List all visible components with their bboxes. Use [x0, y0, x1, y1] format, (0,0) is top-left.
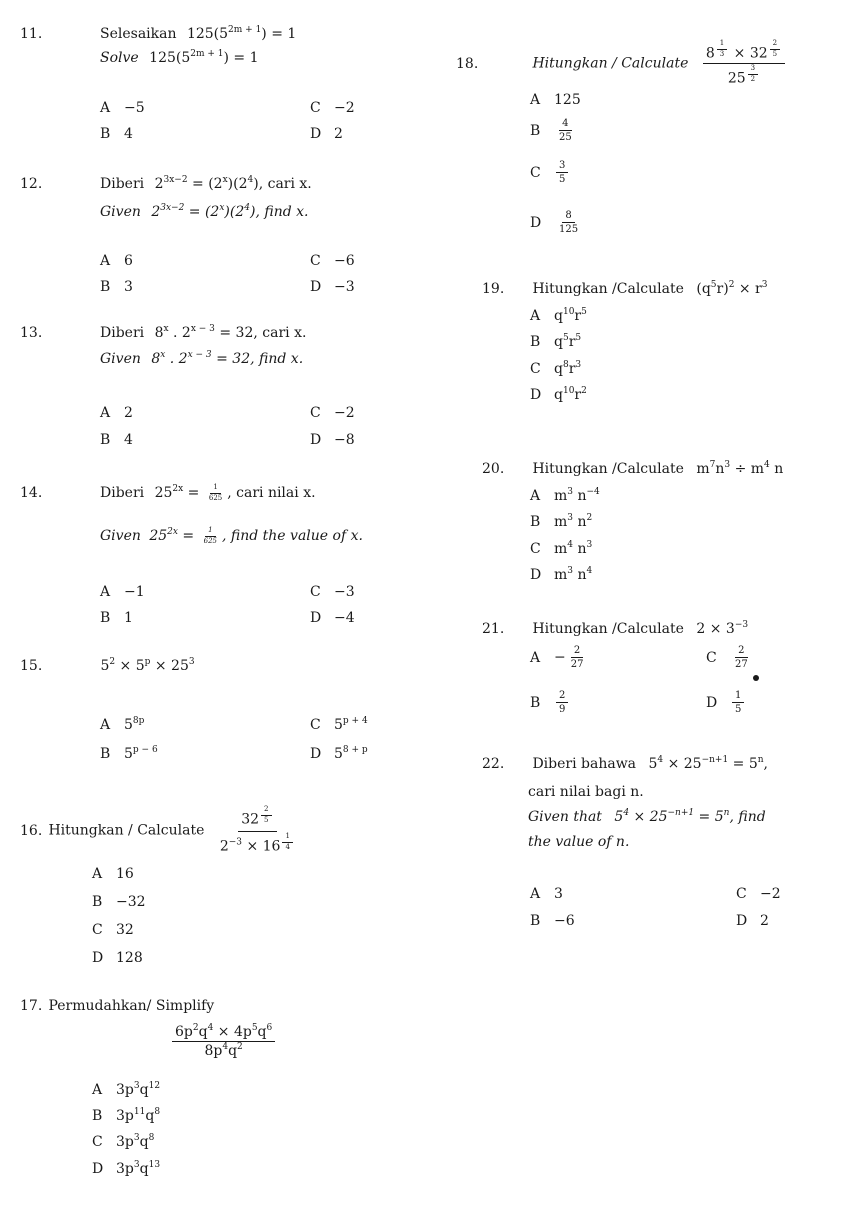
q22-stem-en: Given that $5^4 \times 25^{-n+1} = 5^n$, find [528, 808, 766, 825]
q22-stem-my-2: cari nilai bagi n. [528, 784, 644, 800]
q15-option-a[interactable]: A $5^{8p}$ [100, 716, 145, 733]
q22-number: 22. [482, 756, 505, 772]
q19-stem: 19. Hitungkan /Calculate $(q^5r)^2 \times r^3$ [482, 280, 768, 297]
q11-stem-en: Solve $125(5^{2m + 1}) = 1$ [100, 49, 259, 66]
q19-option-c[interactable]: C $q^8r^3$ [530, 360, 582, 377]
q16-option-d[interactable]: D 128 [92, 950, 143, 966]
q14-number: 14. [20, 485, 43, 502]
q15-option-b[interactable]: B $5^{p - 6}$ [100, 745, 158, 762]
q15-option-c[interactable]: C $5^{p + 4}$ [310, 716, 368, 733]
q22-option-b[interactable]: B −6 [530, 913, 575, 929]
q21-option-c[interactable]: C $\frac{2}{27}$ [706, 645, 748, 670]
q15-stem: 15. $5^2 \times 5^p \times 25^3$ [20, 657, 195, 674]
q19-option-a[interactable]: A $q^{10}r^5$ [530, 307, 587, 324]
q22-option-a[interactable]: A 3 [530, 886, 563, 902]
q14-option-c[interactable]: C −3 [310, 584, 355, 600]
q13-option-a[interactable]: A 2 [100, 405, 133, 421]
q16-option-c[interactable]: C 32 [92, 922, 134, 938]
q14-option-b[interactable]: B 1 [100, 610, 133, 626]
q11-number: 11. [20, 26, 43, 42]
q18-number: 18. [456, 55, 479, 72]
q12-option-a[interactable]: A 6 [100, 253, 133, 269]
q20-stem: 20. Hitungkan /Calculate $m^7n^3 \div m^4$ n [482, 460, 784, 477]
q14-stem-en: Given $25^{2x}$ = $\frac{1}{625}$ , find the value of x. [100, 526, 363, 545]
q12-stem-my: 12. Diberi $2^{3x-2} = (2^x)(2^4)$, cari x. [20, 175, 312, 192]
q17-option-c[interactable]: C $3p^3q^8$ [92, 1133, 155, 1150]
q12-option-b[interactable]: B 3 [100, 279, 133, 295]
q22-option-d[interactable]: D 2 [736, 913, 769, 929]
q22-stem-my: 22. Diberi bahawa $5^4 \times 25^{-n+1} = 5^n$, [482, 755, 768, 772]
q18-option-b[interactable]: B $\frac{4}{25}$ [530, 118, 572, 143]
q16-option-a[interactable]: A 16 [92, 866, 134, 882]
q19-option-b[interactable]: B $q^5r^5$ [530, 333, 582, 350]
q21-option-d[interactable]: D $\frac{1}{5}$ [706, 690, 746, 715]
q15-option-d[interactable]: D $5^{8 + p}$ [310, 745, 368, 762]
q17-stem: 17. Permudahkan/ Simplify [20, 998, 215, 1014]
q17-option-b[interactable]: B $3p^{11}q^8$ [92, 1107, 161, 1124]
q12-stem-en: Given $2^{3x-2} = (2^x)(2^4)$, find x. [100, 203, 309, 220]
q13-option-c[interactable]: C −2 [310, 405, 355, 421]
q20-option-d[interactable]: D $m^3$ $n^4$ [530, 566, 593, 583]
q21-stem: 21. Hitungkan /Calculate $2 \times 3^{-3}$ [482, 620, 749, 637]
q21-number: 21. [482, 621, 505, 637]
q11-option-b[interactable]: B 4 [100, 126, 133, 142]
q20-option-a[interactable]: A $m^3$ $n^{-4}$ [530, 487, 600, 504]
q18-option-d[interactable]: D $\frac{8}{125}$ [530, 210, 579, 235]
q21-option-b[interactable]: B $\frac{2}{9}$ [530, 690, 570, 715]
q12-option-c[interactable]: C −6 [310, 253, 355, 269]
q17-option-a[interactable]: A $3p^3q^{12}$ [92, 1081, 161, 1098]
q16-stem: 16. Hitungkan / Calculate 32 $^{\frac{2}{5}}$ $2^{-3} \times 16$ $^{\frac{1}{4}}$ [20, 806, 300, 855]
q20-number: 20. [482, 461, 505, 477]
q17-number: 17. [20, 998, 43, 1014]
q13-option-b[interactable]: B 4 [100, 432, 133, 448]
q20-option-c[interactable]: C $m^4$ $n^3$ [530, 540, 593, 557]
q17-expression: $\frac{6p^2q^4 \times 4p^5q^6}{8p^4q^2}$ [170, 1024, 277, 1060]
q22-stem-en-2: the value of n. [528, 834, 630, 850]
q19-option-d[interactable]: D $q^{10}r^2$ [530, 386, 587, 403]
q14-stem-my: 14. Diberi $25^{2x}$ = $\frac{1}{625}$ , cari nilai x. [20, 483, 316, 502]
q18-option-a[interactable]: A 125 [530, 92, 581, 108]
q20-option-b[interactable]: B $m^3$ $n^2$ [530, 513, 593, 530]
q19-number: 19. [482, 281, 505, 297]
q12-number: 12. [20, 176, 43, 192]
ink-blot [753, 675, 759, 681]
q13-stem-my: 13. Diberi 8$^x$ . $2^{x - 3} = 32$, cari x. [20, 324, 307, 341]
q13-stem-en: Given 8$^x$ . $2^{x - 3} = 32$, find x. [100, 350, 304, 367]
q14-option-a[interactable]: A −1 [100, 584, 145, 600]
q14-option-d[interactable]: D −4 [310, 610, 355, 626]
q13-number: 13. [20, 325, 43, 341]
q11-stem-my: 11. Selesaikan $125(5^{2m + 1}) = 1$ [20, 25, 297, 42]
q16-option-b[interactable]: B −32 [92, 894, 146, 910]
q11-option-c[interactable]: C −2 [310, 100, 355, 116]
q15-number: 15. [20, 658, 43, 674]
q11-option-a[interactable]: A −5 [100, 100, 145, 116]
q11-option-d[interactable]: D 2 [310, 126, 343, 142]
q16-number: 16. [20, 822, 43, 839]
q12-option-d[interactable]: D −3 [310, 279, 355, 295]
q21-option-a[interactable]: A − $\frac{2}{27}$ [530, 645, 584, 670]
q18-option-c[interactable]: C $\frac{3}{5}$ [530, 160, 570, 185]
q17-option-d[interactable]: D $3p^3q^{13}$ [92, 1160, 161, 1177]
q18-stem: 18. Hitungkan / Calculate 8 $^{\frac{1}{3}}$ × 32 $^{\frac{2}{5}}$ 25 $^{\frac{3}{2}}$ [456, 40, 787, 87]
q13-option-d[interactable]: D −8 [310, 432, 355, 448]
q22-option-c[interactable]: C −2 [736, 886, 781, 902]
